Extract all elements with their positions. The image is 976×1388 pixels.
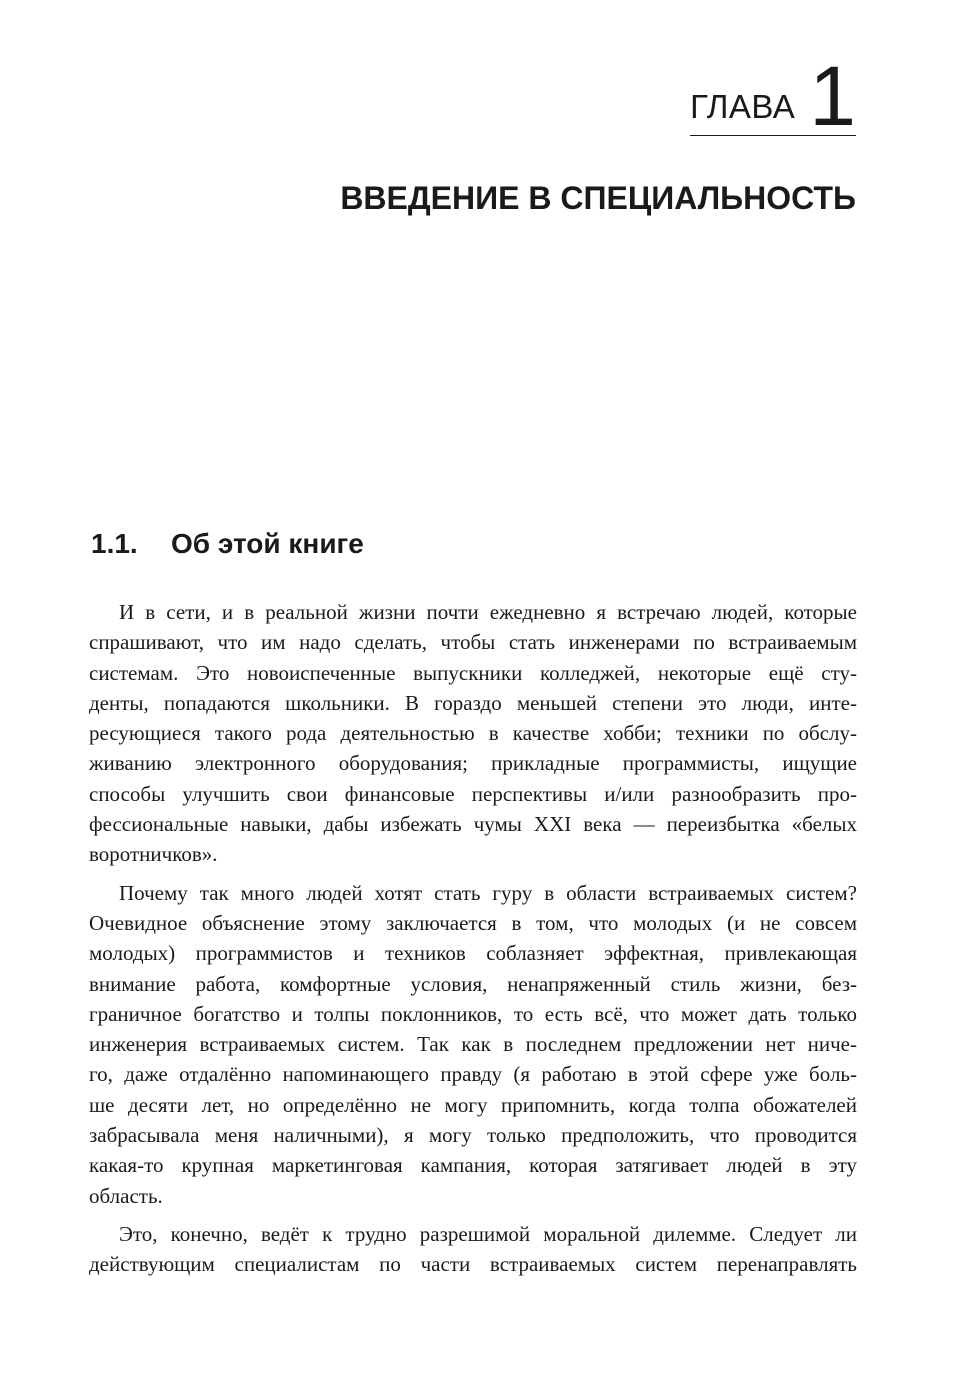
section-number: 1.1.	[91, 528, 138, 559]
section-heading	[91, 525, 364, 563]
text-line: внимание работа, комфортные условия, ненапряженный стиль жизни, без-	[89, 971, 857, 996]
text-line: живанию электронного оборудования; прикладные программисты, ищущие	[89, 751, 857, 776]
chapter-title: ВВЕДЕНИЕ В СПЕЦИАЛЬНОСТЬ	[340, 180, 856, 216]
chapter-heading	[690, 49, 856, 143]
text-line: молодых) программистов и техников соблазняет эффектная, привлекающая	[89, 941, 857, 966]
text-line: Это, конечно, ведёт к трудно разрешимой моральной дилемме. Следует ли	[119, 1221, 857, 1246]
paragraph	[89, 878, 857, 1211]
text-line: Почему так много людей хотят стать гуру в области встраиваемых систем?	[119, 880, 857, 905]
text-line: инженерия встраиваемых систем. Так как в последнем предложении нет ниче-	[89, 1032, 857, 1057]
text-line: забрасывала меня наличными), я могу только предположить, что проводится	[89, 1123, 857, 1148]
text-line: Очевидное объяснение этому заключается в том, что молодых (и не совсем	[89, 910, 857, 935]
section-title: Об этой книге	[171, 528, 364, 559]
text-line: ресующиеся такого рода деятельностью в качестве хобби; техники по обслу-	[89, 721, 857, 746]
text-line: И в сети, и в реальной жизни почти ежедневно я встречаю людей, которые	[119, 600, 857, 624]
text-line: граничное богатство и толпы поклонников, то есть всё, что может дать только	[89, 1001, 857, 1026]
text-line: го, даже отдалённо напоминающего правду (я работаю в этой сфере уже боль-	[89, 1062, 857, 1087]
text-line: какая-то крупная маркетинговая кампания, которая затягивает людей в эту	[89, 1153, 857, 1178]
chapter-number: 1	[809, 49, 856, 143]
text-line: системам. Это новоиспеченные выпускники колледжей, некоторые ещё сту-	[89, 660, 857, 685]
text-line: воротничков».	[89, 842, 218, 867]
text-line: способы улучшить свои финансовые перспективы и/или разнообразить про-	[89, 781, 857, 806]
paragraph	[89, 1219, 857, 1280]
paragraph	[89, 597, 857, 870]
body-text	[89, 597, 857, 1288]
text-line: фессиональные навыки, дабы избежать чумы XXI века — переизбытка «белых	[89, 812, 857, 837]
text-line: действующим специалистам по части встраиваемых систем перенаправлять	[89, 1252, 857, 1277]
text-line: денты, попадаются школьники. В гораздо меньшей степени это люди, инте-	[89, 690, 857, 715]
text-line: ше десяти лет, но определённо не могу припомнить, когда толпа обожателей	[89, 1092, 857, 1117]
text-line: спрашивают, что им надо сделать, чтобы стать инженерами по встраиваемым	[89, 630, 857, 655]
text-line: область.	[89, 1183, 163, 1208]
chapter-label: ГЛАВА	[690, 87, 796, 125]
